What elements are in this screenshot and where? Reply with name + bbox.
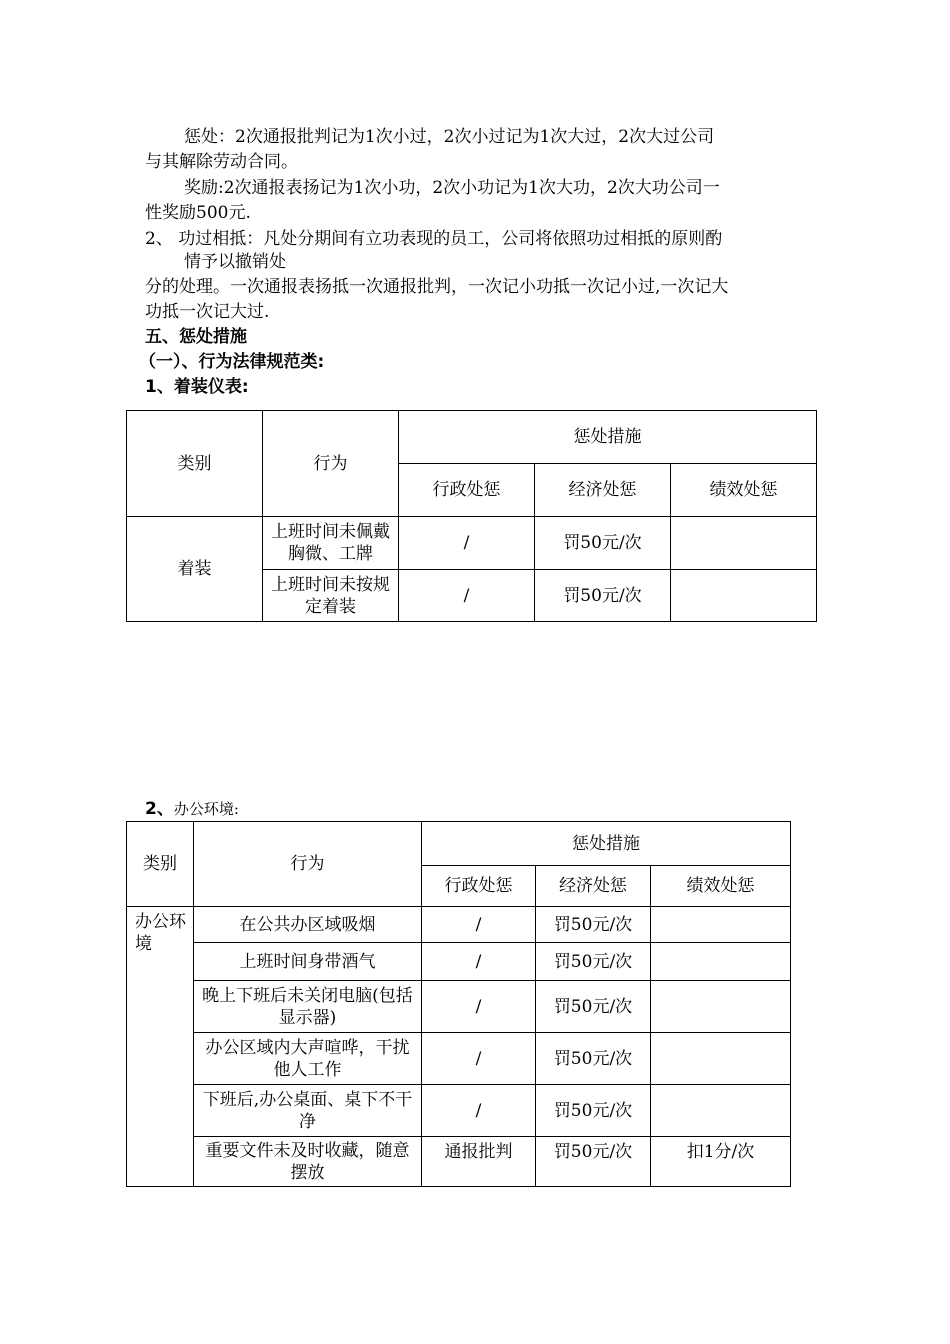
economic-cell: 罚50元/次: [536, 981, 651, 1033]
table-row: [127, 1137, 791, 1187]
category-cell: 办公环境: [127, 907, 194, 1187]
admin-cell: /: [422, 981, 536, 1033]
dress-code-table: [126, 410, 817, 622]
performance-cell: [651, 1033, 791, 1085]
performance-cell: 扣1分/次: [651, 1137, 791, 1187]
paragraph-reward-line1: 奖励:2次通报表扬记为1次小功，2次小功记为1次大功，2次大功公司一: [184, 178, 720, 198]
header-performance: 绩效处惩: [671, 464, 817, 517]
header-performance: 绩效处惩: [651, 866, 791, 907]
header-behavior: 行为: [263, 411, 399, 517]
table-row: [127, 907, 791, 943]
header-category: 类别: [127, 822, 194, 907]
subsection-heading-behavior: （一）、行为法律规范类:: [139, 352, 325, 372]
behavior-cell: 晚上下班后未关闭电脑(包括显示器): [194, 981, 422, 1033]
admin-cell: 通报批判: [422, 1137, 536, 1187]
behavior-cell: 上班时间未按规定着装: [263, 570, 399, 622]
header-admin: 行政处惩: [399, 464, 535, 517]
behavior-cell: 上班时间身带酒气: [194, 943, 422, 981]
paragraph-offset-line3: 分的处理。一次通报表扬抵一次通报批判，一次记小功抵一次记小过,一次记大: [145, 277, 729, 297]
performance-cell: [651, 907, 791, 943]
admin-cell: /: [422, 1033, 536, 1085]
header-measures: 惩处措施: [422, 822, 791, 866]
economic-cell: 罚50元/次: [535, 570, 671, 622]
economic-cell: 罚50元/次: [536, 1033, 651, 1085]
behavior-cell: 在公共办区域吸烟: [194, 907, 422, 943]
economic-cell: 罚50元/次: [536, 1085, 651, 1137]
admin-cell: /: [422, 907, 536, 943]
item-heading-office-number: 2、: [145, 799, 174, 819]
category-cell: 着装: [127, 517, 263, 622]
paragraph-offset-line2: 情予以撤销处: [184, 252, 286, 272]
header-category: 类别: [127, 411, 263, 517]
performance-cell: [651, 981, 791, 1033]
paragraph-reward-line2: 性奖励500元.: [145, 203, 251, 223]
paragraph-punishment-line2: 与其解除劳动合同。: [145, 152, 298, 172]
table-row: [127, 517, 817, 570]
table-row: [127, 1033, 791, 1085]
paragraph-punishment-line1: 惩处：2次通报批判记为1次小过，2次小过记为1次大过，2次大过公司: [184, 127, 715, 147]
office-environment-table: [126, 821, 791, 1187]
economic-cell: 罚50元/次: [535, 517, 671, 570]
table-row: [127, 981, 791, 1033]
behavior-cell: 办公区域内大声喧哗，干扰他人工作: [194, 1033, 422, 1085]
economic-cell: 罚50元/次: [536, 1137, 651, 1187]
economic-cell: 罚50元/次: [536, 943, 651, 981]
admin-cell: /: [422, 943, 536, 981]
table-row: [127, 1085, 791, 1137]
behavior-cell: 重要文件未及时收藏，随意摆放: [194, 1137, 422, 1187]
behavior-cell: 下班后,办公桌面、桌下不干净: [194, 1085, 422, 1137]
paragraph-offset-line4: 功抵一次记大过.: [145, 302, 270, 322]
item-heading-office: [145, 798, 239, 820]
header-measures: 惩处措施: [399, 411, 817, 464]
performance-cell: [651, 943, 791, 981]
item-heading-office-text: 办公环境:: [173, 800, 239, 818]
item-heading-dress: 1、着装仪表:: [145, 377, 249, 397]
section-heading-punishment: 五、惩处措施: [145, 327, 247, 347]
paragraph-offset-line1: 2、 功过相抵：凡处分期间有立功表现的员工，公司将依照功过相抵的原则酌: [145, 229, 723, 249]
performance-cell: [671, 570, 817, 622]
economic-cell: 罚50元/次: [536, 907, 651, 943]
header-behavior: 行为: [194, 822, 422, 907]
admin-cell: /: [399, 517, 535, 570]
performance-cell: [671, 517, 817, 570]
table-row: [127, 943, 791, 981]
header-admin: 行政处惩: [422, 866, 536, 907]
header-economic: 经济处惩: [535, 464, 671, 517]
behavior-cell: 上班时间未佩戴胸微、工牌: [263, 517, 399, 570]
performance-cell: [651, 1085, 791, 1137]
header-economic: 经济处惩: [536, 866, 651, 907]
admin-cell: /: [399, 570, 535, 622]
admin-cell: /: [422, 1085, 536, 1137]
